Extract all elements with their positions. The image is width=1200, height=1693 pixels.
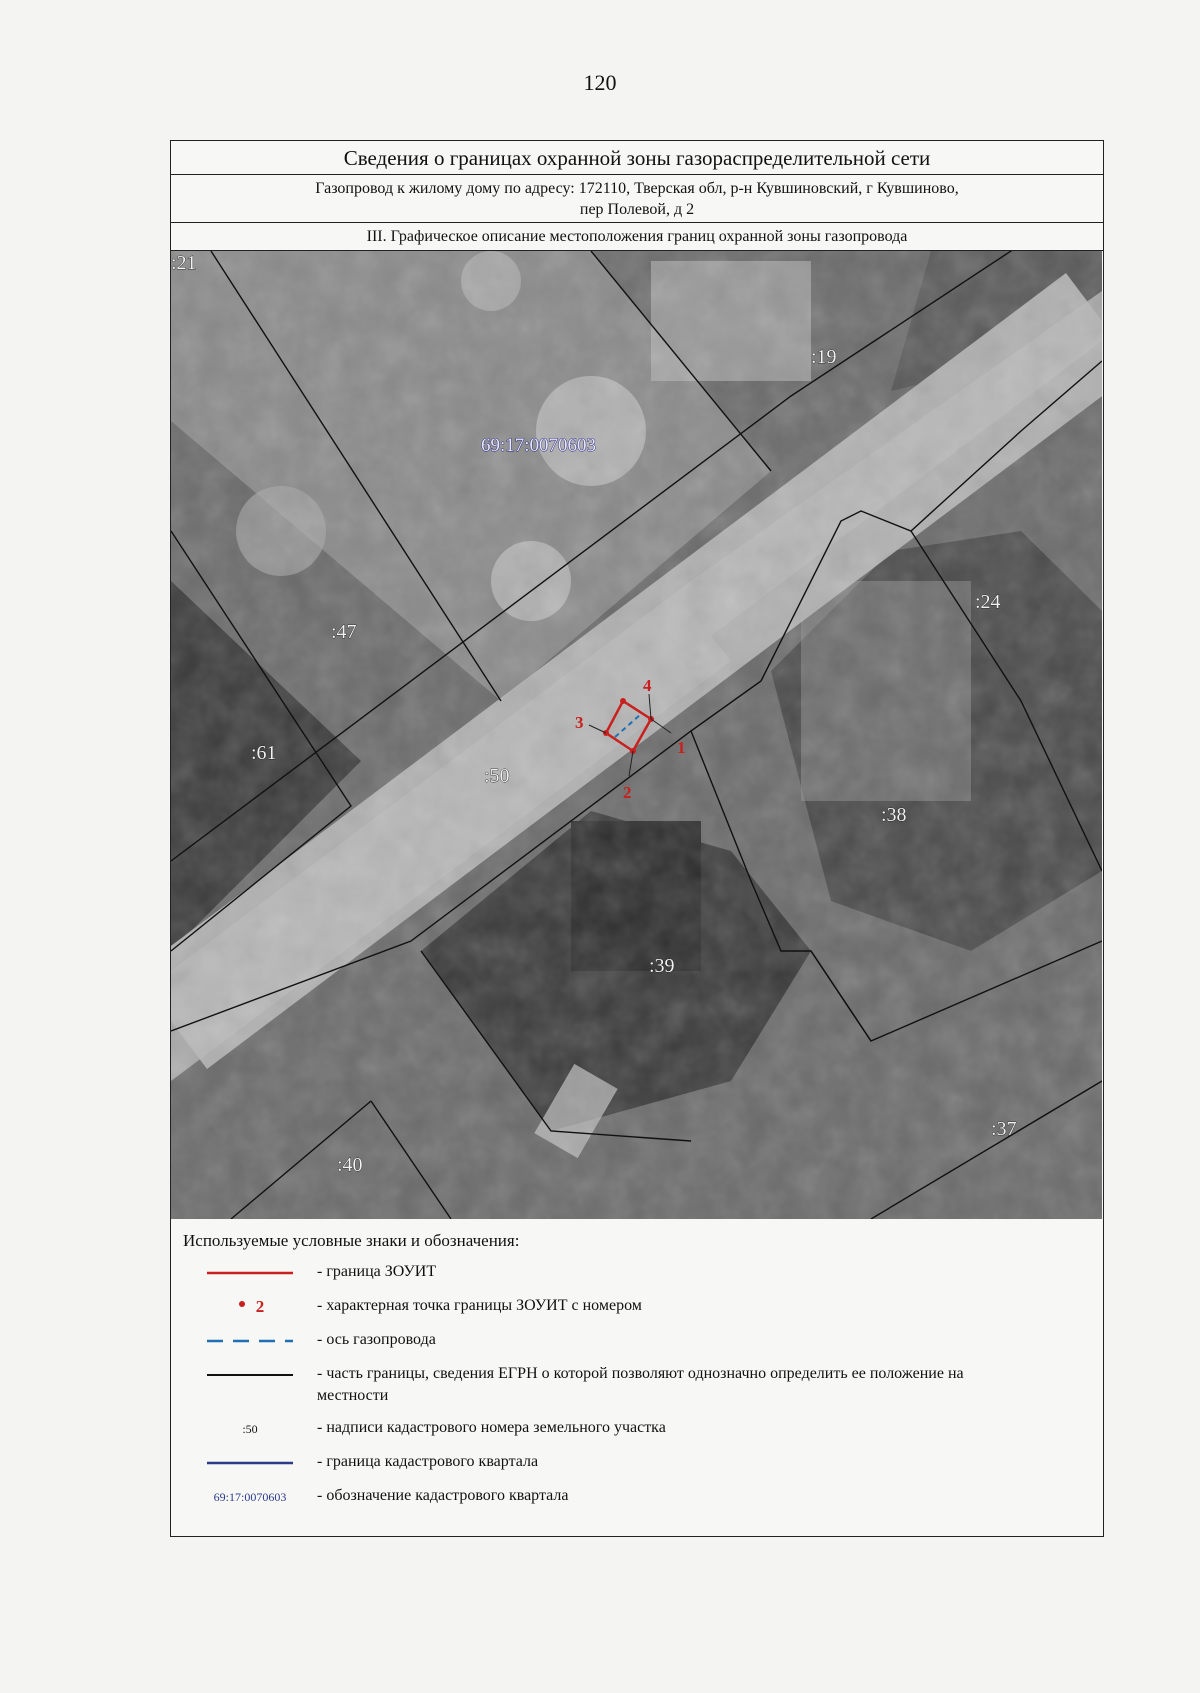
legend-item-zouit-boundary xyxy=(183,1261,1102,1285)
legend-item-parcel-boundary xyxy=(183,1363,1102,1407)
legend-item-quarter-boundary xyxy=(183,1451,1102,1475)
navy-line-icon xyxy=(183,1451,317,1475)
parcel-label: :50 xyxy=(484,765,510,787)
zouit-point[interactable] xyxy=(620,698,626,704)
legend-text: - граница кадастрового квартала xyxy=(317,1453,539,1470)
parcel-label: :19 xyxy=(811,346,837,368)
legend-text: - ось газопровода xyxy=(317,1331,436,1348)
object-line-2: пер Полевой, д 2 xyxy=(579,201,695,218)
imagery-texture xyxy=(171,251,1102,1219)
parcel-label: :24 xyxy=(975,591,1001,613)
document-title: Сведения о границах охранной зоны газораспределительной сети xyxy=(171,141,1103,175)
map-canvas xyxy=(171,251,1102,1219)
legend-item-parcel-number xyxy=(183,1417,1102,1441)
legend-item-zouit-point xyxy=(183,1295,1102,1319)
legend-text: - характерная точка границы ЗОУИТ с номером xyxy=(317,1297,642,1314)
parcel-label: :21 xyxy=(171,252,197,274)
parcel-label: :40 xyxy=(337,1154,363,1176)
parcel-label: :37 xyxy=(991,1118,1017,1140)
legend-text: - обозначение кадастрового квартала xyxy=(317,1487,569,1504)
legend-text: - граница ЗОУИТ xyxy=(317,1263,437,1280)
page-number: 120 xyxy=(583,70,617,95)
point-label-4: 4 xyxy=(643,676,652,695)
point-label-2: 2 xyxy=(623,783,632,802)
document-frame xyxy=(170,140,1104,1537)
parcel-label: :39 xyxy=(649,955,675,977)
section-title: III. Графическое описание местоположения границ охранной зоны газопровода xyxy=(171,223,1103,251)
legend-item-gas-axis xyxy=(183,1329,1102,1353)
cadastral-quarter-label: 69:17:0070603 xyxy=(481,435,597,456)
legend-text: - часть границы, сведения ЕГРН о которой позволяют однозначно определить ее положение на местности xyxy=(317,1365,964,1404)
quarter-label-sample: 69:17:0070603 xyxy=(213,1489,287,1504)
parcel-label: :47 xyxy=(331,621,357,643)
legend xyxy=(171,1231,1102,1519)
legend-title: Используемые условные знаки и обозначения: xyxy=(183,1231,520,1250)
object-line-1: Газопровод к жилому дому по адресу: 172110, Тверская обл, р-н Кувшиновский, г Кувшиново, xyxy=(315,180,959,197)
satellite-map[interactable] xyxy=(171,251,1102,1219)
point-label-1: 1 xyxy=(677,738,686,757)
red-point-label: 2 xyxy=(255,1297,265,1316)
red-line-icon xyxy=(183,1261,317,1285)
object-description xyxy=(171,175,1103,223)
blue-dashed-line-icon xyxy=(183,1329,317,1353)
legend-item-quarter-label xyxy=(183,1485,1102,1509)
black-line-icon xyxy=(183,1363,317,1387)
parcel-label: :38 xyxy=(881,804,907,826)
legend-text: - надписи кадастрового номера земельного участка xyxy=(317,1419,666,1436)
red-point-icon xyxy=(183,1295,317,1319)
parcel-number-sample: :50 xyxy=(242,1421,258,1436)
parcel-label: :61 xyxy=(251,742,277,764)
point-label-3: 3 xyxy=(575,713,584,732)
